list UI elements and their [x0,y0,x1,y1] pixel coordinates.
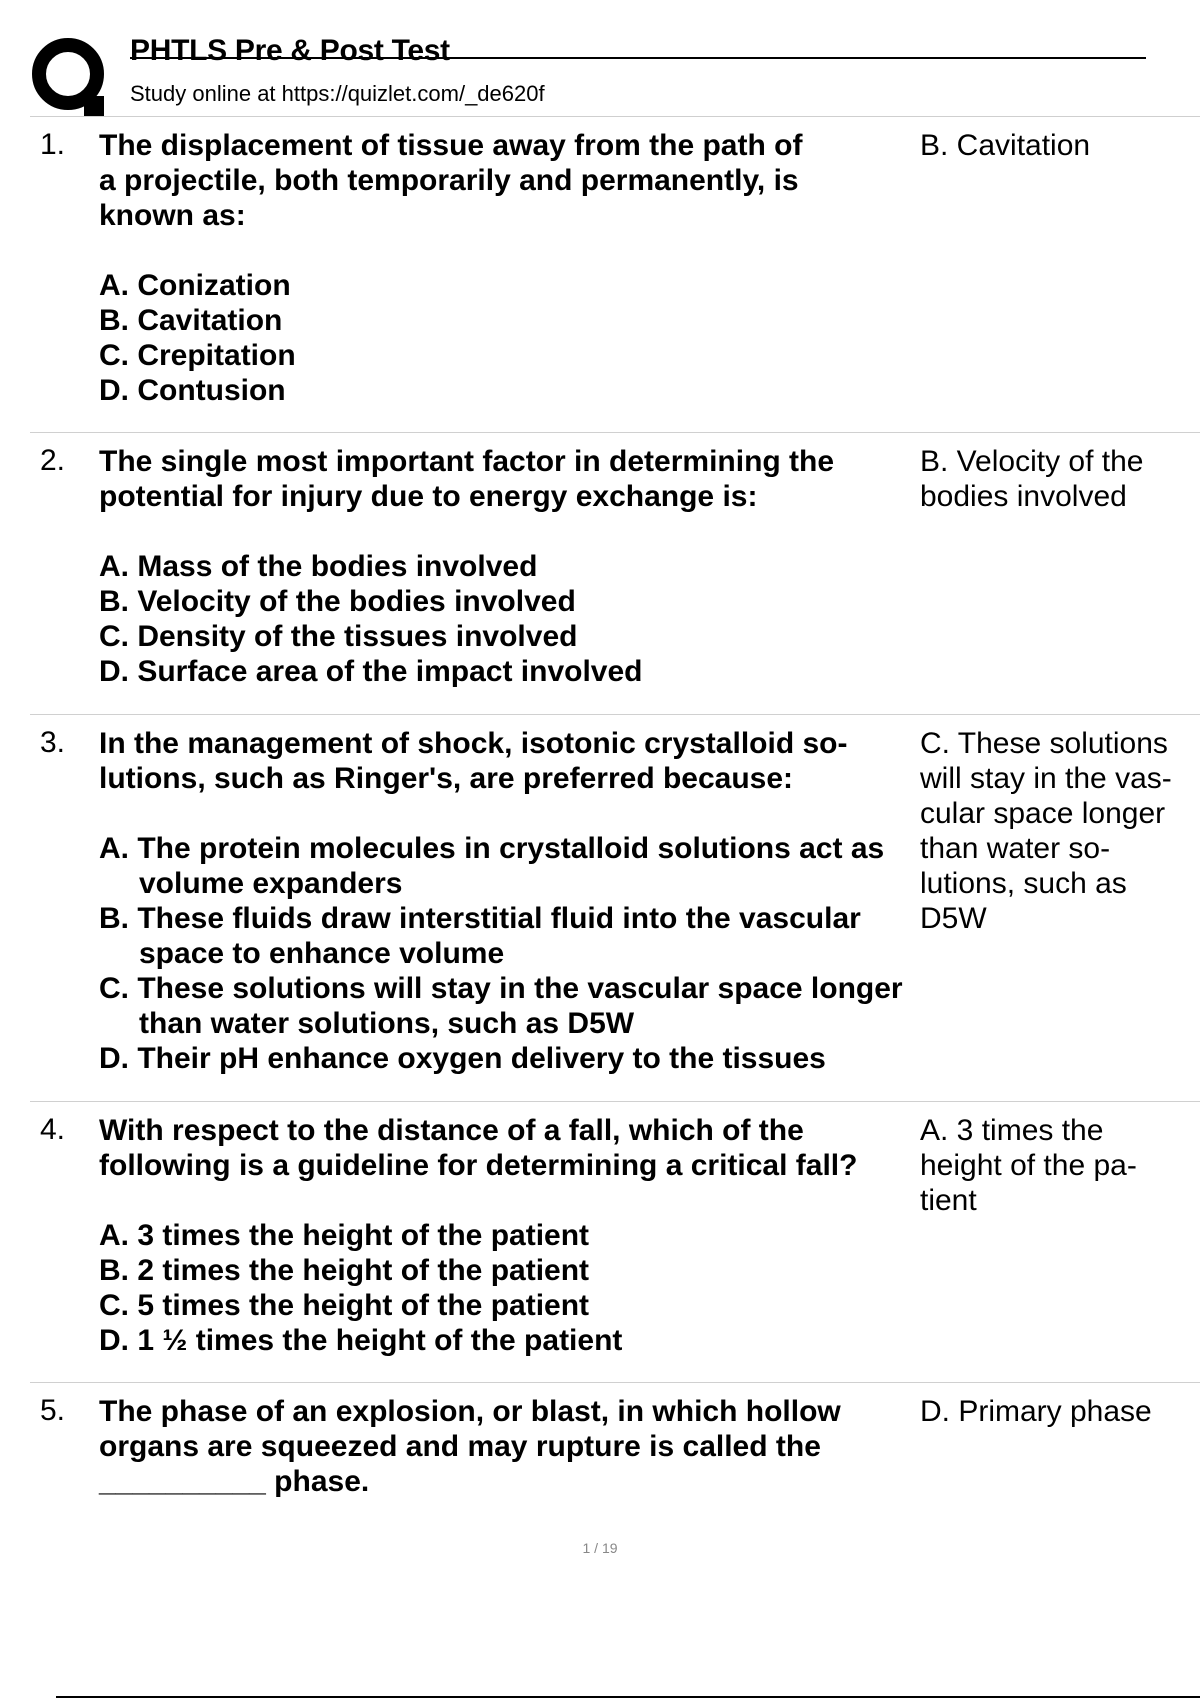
header-divider [30,116,1200,117]
option-item: A. Conization [99,269,291,302]
card-question [99,128,909,408]
card-divider [30,1101,1200,1102]
card-divider [30,714,1200,715]
card-answer: A. 3 times the height of the pa- tient [920,1114,1137,1217]
card-answer: C. These solutions will stay in the vas- cular space longer than water so- lutions, such as D5W [920,727,1172,935]
page-number: 1 / 19 [582,1540,618,1556]
page-bottom-rule [56,1696,1200,1698]
card-question [99,444,909,689]
card-answer: B. Velocity of the bodies involved [920,445,1144,513]
option-item: A. The protein molecules in crystalloid solutions act as volume expanders [99,832,885,900]
card-question [99,726,909,1076]
option-item: D. 1 ½ times the height of the patient [99,1324,623,1357]
card-number: 5. [40,1394,66,1427]
option-item: D. Their pH enhance oxygen delivery to the tissues [99,1042,826,1075]
option-item: C. These solutions will stay in the vascular space longer than water solutions, such as D5W [99,972,903,1040]
card-divider [30,1382,1200,1383]
card-answer: B. Cavitation [920,129,1091,162]
question-text: The displacement of tissue away from the path of a projectile, both temporarily and permanently, is known as: [99,129,803,232]
option-list [99,831,909,1076]
option-list [99,268,909,408]
option-item: A. 3 times the height of the patient [99,1219,590,1252]
card-answer: D. Primary phase [920,1395,1152,1428]
card-number: 1. [40,128,66,161]
card-question [99,1394,909,1499]
card-number: 2. [40,444,66,477]
option-item: C. Crepitation [99,339,296,372]
question-text: The phase of an explosion, or blast, in which hollow organs are squeezed and may rupture is called the __________ phase. [99,1395,841,1498]
question-text: With respect to the distance of a fall, which of the following is a guideline for determining a critical fall? [99,1114,858,1182]
card-number: 4. [40,1113,66,1146]
title-underline [130,57,1146,59]
option-item: D. Surface area of the impact involved [99,655,643,688]
card-number: 3. [40,726,66,759]
option-item: B. These fluids draw interstitial fluid into the vascular space to enhance volume [99,902,861,970]
question-text: In the management of shock, isotonic crystalloid so- lutions, such as Ringer's, are preferred because: [99,727,848,795]
option-item: C. 5 times the height of the patient [99,1289,590,1322]
option-item: B. Velocity of the bodies involved [99,585,576,618]
option-item: D. Contusion [99,374,286,407]
question-text: The single most important factor in determining the potential for injury due to energy exchange is: [99,445,835,513]
card-divider [30,432,1200,433]
study-link[interactable]: Study online at https://quizlet.com/_de620f [130,81,545,106]
document-title: PHTLS Pre & Post Test [130,34,450,67]
option-item: A. Mass of the bodies involved [99,550,538,583]
quizlet-logo-icon [30,36,110,116]
card-question [99,1113,909,1358]
option-item: C. Density of the tissues involved [99,620,578,653]
option-list [99,549,909,689]
option-item: B. Cavitation [99,304,283,337]
option-list [99,1218,909,1358]
option-item: B. 2 times the height of the patient [99,1254,590,1287]
